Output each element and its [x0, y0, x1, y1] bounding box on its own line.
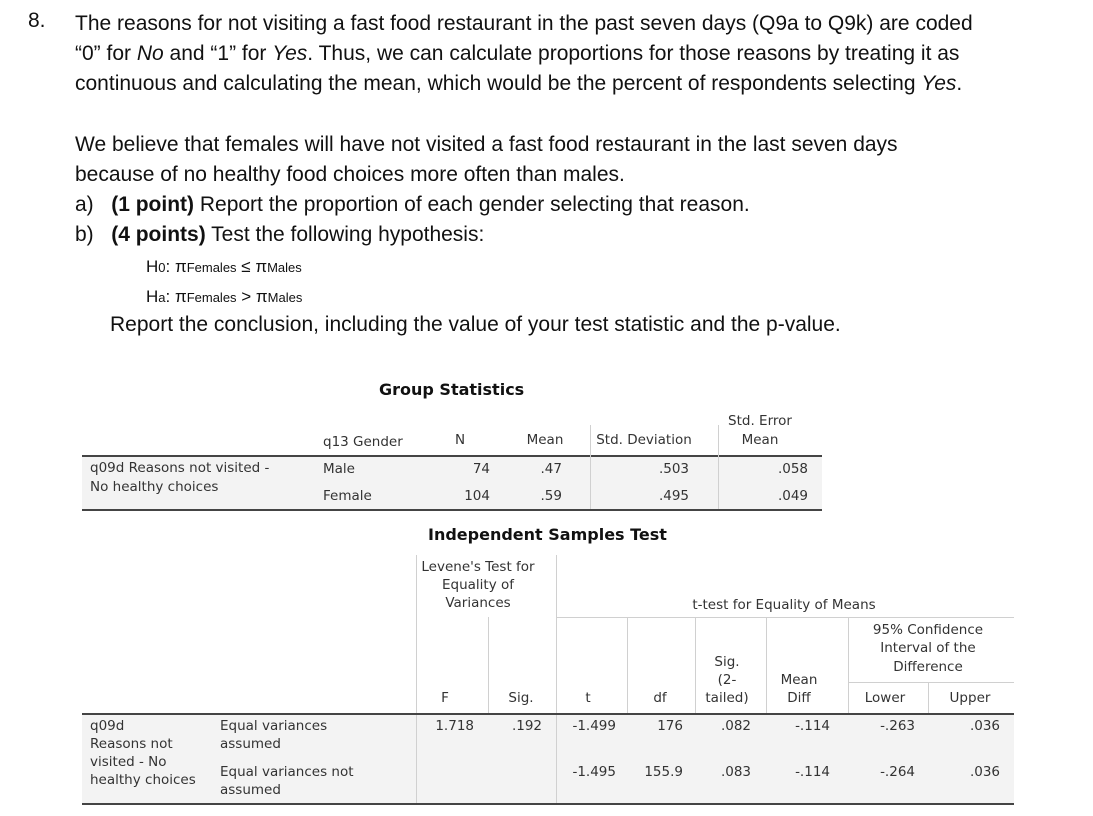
gs-variable-label-2: No healthy choices: [90, 479, 219, 495]
row-unequal-t: -1.495: [572, 764, 616, 780]
ttest-header-rule: [556, 617, 1014, 618]
row-unequal-mean-diff: -.114: [795, 764, 830, 780]
row-unequal-lower: -.264: [880, 764, 915, 780]
ist-variable-3: visited - No: [90, 754, 167, 770]
ist-col-divider: [488, 617, 489, 713]
gs-row-female-se: .049: [777, 488, 808, 504]
ist-variable-2: Reasons not: [90, 736, 173, 752]
header-f: F: [441, 690, 449, 706]
conclusion-instruction: Report the conclusion, including the value of your test statistic and the p-value.: [110, 313, 841, 336]
ci-header-2: Interval of the: [880, 640, 976, 656]
gs-header-mean: Mean: [526, 432, 564, 448]
row-equal-label-2: assumed: [220, 736, 281, 752]
ist-bottom-rule: [82, 803, 1014, 805]
row-equal-lower: -.263: [880, 718, 915, 734]
row-unequal-label-1: Equal variances not: [220, 764, 354, 780]
row-equal-sig: .192: [511, 718, 542, 734]
gs-variable-label-1: q09d Reasons not visited -: [90, 460, 270, 476]
header-sig: Sig.: [508, 690, 534, 706]
gs-row-female-n: 104: [464, 488, 490, 504]
question-number: 8.: [28, 9, 46, 32]
row-unequal-sig2: .083: [720, 764, 751, 780]
gs-row-female-gender: Female: [323, 488, 372, 504]
ist-col-divider: [848, 617, 849, 713]
ttest-header: t-test for Equality of Means: [692, 597, 876, 613]
header-t: t: [585, 690, 591, 706]
gs-row-female-mean: .59: [540, 488, 562, 504]
row-equal-f: 1.718: [435, 718, 474, 734]
part-a: a) (1 point) Report the proportion of each gender selecting that reason.: [75, 193, 750, 216]
header-sig2-2: (2-: [717, 672, 737, 688]
gs-bottom-rule: [82, 509, 822, 511]
belief-line-1: We believe that females will have not visited a fast food restaurant in the last seven days: [75, 133, 898, 156]
row-unequal-label-2: assumed: [220, 782, 281, 798]
null-hypothesis: H0: πFemales ≤ πMales: [146, 257, 302, 276]
row-equal-t: -1.499: [572, 718, 616, 734]
levene-header-2: Equality of: [441, 577, 514, 593]
header-sig2-1: Sig.: [714, 654, 740, 670]
header-df: df: [653, 690, 667, 706]
row-unequal-upper: .036: [969, 764, 1000, 780]
part-b: b) (4 points) Test the following hypothesis:: [75, 223, 485, 246]
ist-variable-1: q09d: [90, 718, 125, 734]
row-equal-df: 176: [657, 718, 683, 734]
intro-line-1: The reasons for not visiting a fast food restaurant in the past seven days (Q9a to Q9k) are coded: [75, 12, 973, 35]
gs-row-male-n: 74: [472, 461, 490, 477]
row-equal-label-1: Equal variances: [220, 718, 328, 734]
ist-col-divider: [695, 617, 696, 713]
ist-col-divider: [766, 617, 767, 713]
header-lower: Lower: [864, 690, 906, 706]
intro-line-2: “0” for No and “1” for Yes. Thus, we can calculate proportions for those reasons by treating it as: [75, 42, 960, 65]
ist-col-divider: [416, 555, 417, 713]
ist-variable-4: healthy choices: [90, 772, 196, 788]
ci-header-rule: [848, 682, 1014, 683]
belief-line-2: because of no healthy food choices more often than males.: [75, 163, 625, 186]
gs-header-n: N: [454, 432, 466, 448]
alternative-hypothesis: Ha: πFemales > πMales: [146, 287, 303, 306]
levene-header-1: Levene's Test for: [421, 559, 535, 575]
gs-header-sd: Std. Deviation: [596, 432, 692, 448]
gs-row-male-se: .058: [777, 461, 808, 477]
gs-header-gender: q13 Gender: [323, 434, 403, 450]
gs-row-male-mean: .47: [540, 461, 562, 477]
independent-test-title: Independent Samples Test: [428, 525, 667, 544]
ist-col-divider: [556, 555, 557, 713]
header-mean-diff-1: Mean: [780, 672, 818, 688]
intro-line-3: continuous and calculating the mean, which would be the percent of respondents selecting Yes.: [75, 72, 963, 95]
gs-col-divider: [718, 425, 719, 509]
levene-header-3: Variances: [445, 595, 511, 611]
gs-header-se-2: Mean: [741, 432, 779, 448]
group-statistics-title: Group Statistics: [379, 380, 525, 399]
row-equal-upper: .036: [969, 718, 1000, 734]
gs-row-female-sd: .495: [658, 488, 689, 504]
header-mean-diff-2: Diff: [787, 690, 811, 706]
row-equal-mean-diff: -.114: [795, 718, 830, 734]
ist-col-divider: [627, 617, 628, 713]
header-upper: Upper: [949, 690, 991, 706]
ci-header-1: 95% Confidence: [872, 622, 984, 638]
gs-col-divider: [590, 425, 591, 509]
row-equal-sig2: .082: [720, 718, 751, 734]
gs-row-male-sd: .503: [658, 461, 689, 477]
ci-header-3: Difference: [893, 659, 963, 675]
gs-row-male-gender: Male: [323, 461, 355, 477]
gs-header-se-1: Std. Error: [728, 413, 792, 429]
ist-col-divider: [928, 682, 929, 713]
header-sig2-3: tailed): [705, 690, 749, 706]
row-unequal-df: 155.9: [644, 764, 683, 780]
